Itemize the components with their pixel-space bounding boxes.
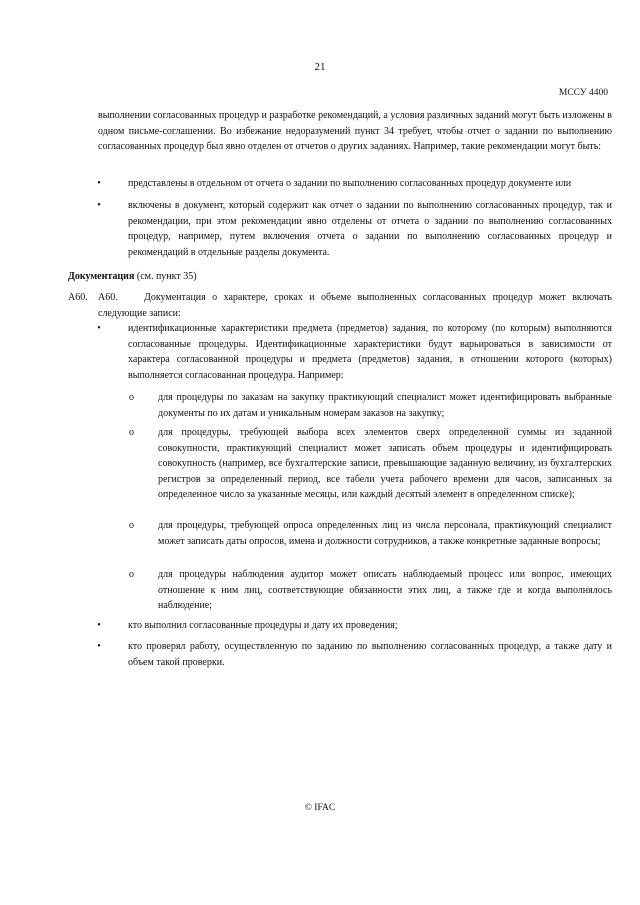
- a60-bullet-2: кто выполнил согласованные процедуры и дату их проведения;: [128, 620, 398, 631]
- a60-bullet-1: идентификационные характеристики предмета (предметов) задания, по которому (по которым) выполняются согласованные процедуры. Идентификационные характеристики будут варьироваться в зависимости от характера согласованной процедуры и предмета (предметов) задания, в отношении которого (которых) выполняется согласованная процедура. Например:: [128, 323, 612, 381]
- a60-bullet-3: кто проверял работу, осуществленную по заданию по выполнению согласованных процедур, а также дату и объем такой проверки.: [128, 641, 612, 668]
- bullet-marker: •: [97, 323, 101, 334]
- bullet-marker: •: [97, 200, 101, 211]
- sub-bullet-marker: o: [129, 569, 134, 580]
- bullet-marker: •: [97, 641, 101, 652]
- footer-copyright: © IFAC: [304, 803, 336, 813]
- sub-item-1: для процедуры по заказам на закупку практикующий специалист может идентифицировать выбранные документы по их датам и уникальным номерам заказов на закупку;: [158, 392, 612, 419]
- section-heading-rest: (см. пункт 35): [134, 271, 197, 282]
- paragraph-label: A60.: [98, 292, 118, 303]
- section-heading-bold: Документация: [68, 271, 135, 282]
- document-code: МССУ 4400: [558, 88, 608, 98]
- sub-bullet-marker: o: [129, 520, 134, 531]
- sub-item-2: для процедуры, требующей выбора всех элементов сверх определенной суммы из заданной совокупности, практикующий специалист может записать объем процедуры и идентифицировать совокупность (например, все бухгалтерские записи, превышающие заданную величину, из бухгалтерских регистров за определенный период, все табели учета рабочего времени для часов, записанных за определенное число за указанные месяцы, или каждый десятый элемент в определенном списке);: [158, 427, 612, 500]
- intro-paragraph: выполнении согласованных процедур и разработке рекомендаций, а условия различных заданий могут быть изложены в одном письме-соглашении. Во избежание недоразумений пункт 34 требует, чтобы отчет о задании по выполнению согласованных процедур был явно отделен от отчетов о других заданиях. Например, такие рекомендации могут быть:: [98, 110, 612, 152]
- sub-bullet-marker: o: [129, 427, 134, 438]
- sub-bullet-marker: o: [129, 392, 134, 403]
- intro-bullet-2: включены в документ, который содержит как отчет о задании по выполнению согласованных процедур, так и рекомендации, при этом рекомендации явно отделены от отчета о задании по выполнению согласованных процедур, например, путем включения отчета о задании по выполнению согласованных процедур и рекомендаций в отдельные разделы документа.: [128, 200, 612, 258]
- a60-paragraph: Документация о характере, сроках и объеме выполненных согласованных процедур может включать следующие записи:: [98, 292, 612, 319]
- page-number: 21: [314, 61, 326, 73]
- bullet-marker: •: [97, 620, 101, 631]
- bullet-marker: •: [97, 178, 101, 189]
- section-heading: [68, 269, 197, 285]
- intro-bullet-1: представлены в отдельном от отчета о задании по выполнению согласованных процедур документе или: [128, 178, 572, 189]
- margin-paragraph-label: A60.: [68, 292, 88, 303]
- sub-item-3: для процедуры, требующей опроса определенных лиц из числа персонала, практикующий специалист может записать даты опросов, имена и должности сотрудников, а также конкретные заданные вопросы;: [158, 520, 612, 547]
- sub-item-4: для процедуры наблюдения аудитор может описать наблюдаемый процесс или вопрос, имеющих отношение к ним лиц, соответствующие обязанности этих лиц, а также где и когда выполнялось наблюдение;: [158, 569, 612, 611]
